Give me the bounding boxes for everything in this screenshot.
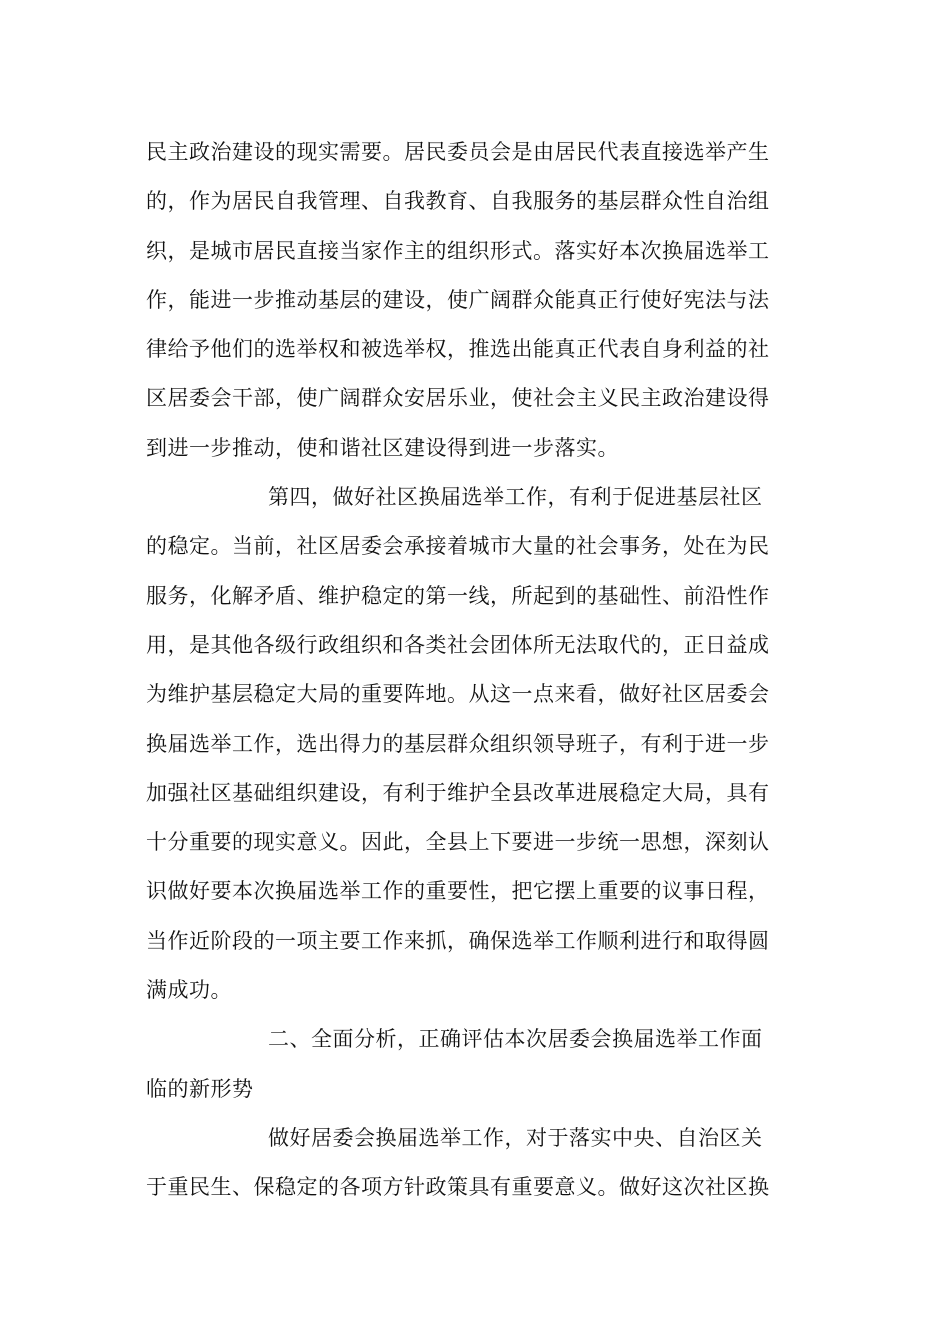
text-line: 的，作为居民自我管理、自我教育、自我服务的基层群众性自治组 (146, 189, 770, 214)
text-line: 服务，化解矛盾、维护稳定的第一线，所起到的基础性、前沿性作 (146, 583, 770, 608)
section-heading-line: 临的新形势 (146, 1076, 254, 1101)
text-line: 加强社区基础组织建设，有利于维护全县改革进展稳定大局，具有 (146, 780, 770, 805)
text-line: 于重民生、保稳定的各项方针政策具有重要意义。做好这次社区换 (146, 1175, 770, 1200)
text-line: 十分重要的现实意义。因此，全县上下要进一步统一思想，深刻认 (146, 830, 770, 855)
text-line: 为维护基层稳定大局的重要阵地。从这一点来看，做好社区居委会 (146, 682, 770, 707)
section-heading-line: 二、全面分析，正确评估本次居委会换届选举工作面 (268, 1027, 763, 1052)
text-line: 的稳定。当前，社区居委会承接着城市大量的社会事务，处在为民 (146, 534, 770, 559)
text-line: 作，能进一步推动基层的建设，使广阔群众能真正行使好宪法与法 (146, 287, 770, 312)
text-line: 律给予他们的选举权和被选举权，推选出能真正代表自身利益的社 (146, 337, 770, 362)
text-line: 用，是其他各级行政组织和各类社会团体所无法取代的，正日益成 (146, 632, 770, 657)
paragraph-first-line: 做好居委会换届选举工作，对于落实中央、自治区关 (268, 1125, 763, 1150)
text-line: 区居委会干部，使广阔群众安居乐业，使社会主义民主政治建设得 (146, 386, 770, 411)
text-line: 换届选举工作，选出得力的基层群众组织领导班子，有利于进一步 (146, 731, 770, 756)
text-line: 织，是城市居民直接当家作主的组织形式。落实好本次换届选举工 (146, 238, 770, 263)
text-line: 民主政治建设的现实需要。居民委员会是由居民代表直接选举产生 (146, 140, 770, 164)
text-line: 识做好要本次换届选举工作的重要性，把它摆上重要的议事日程， (146, 879, 770, 904)
body-text (146, 128, 816, 1213)
text-line: 满成功。 (146, 978, 232, 1003)
paragraph-first-line: 第四，做好社区换届选举工作，有利于促进基层社区 (268, 485, 763, 510)
text-line: 当作近阶段的一项主要工作来抓，确保选举工作顺利进行和取得圆 (146, 928, 770, 953)
text-line: 到进一步推动，使和谐社区建设得到进一步落实。 (146, 435, 619, 460)
